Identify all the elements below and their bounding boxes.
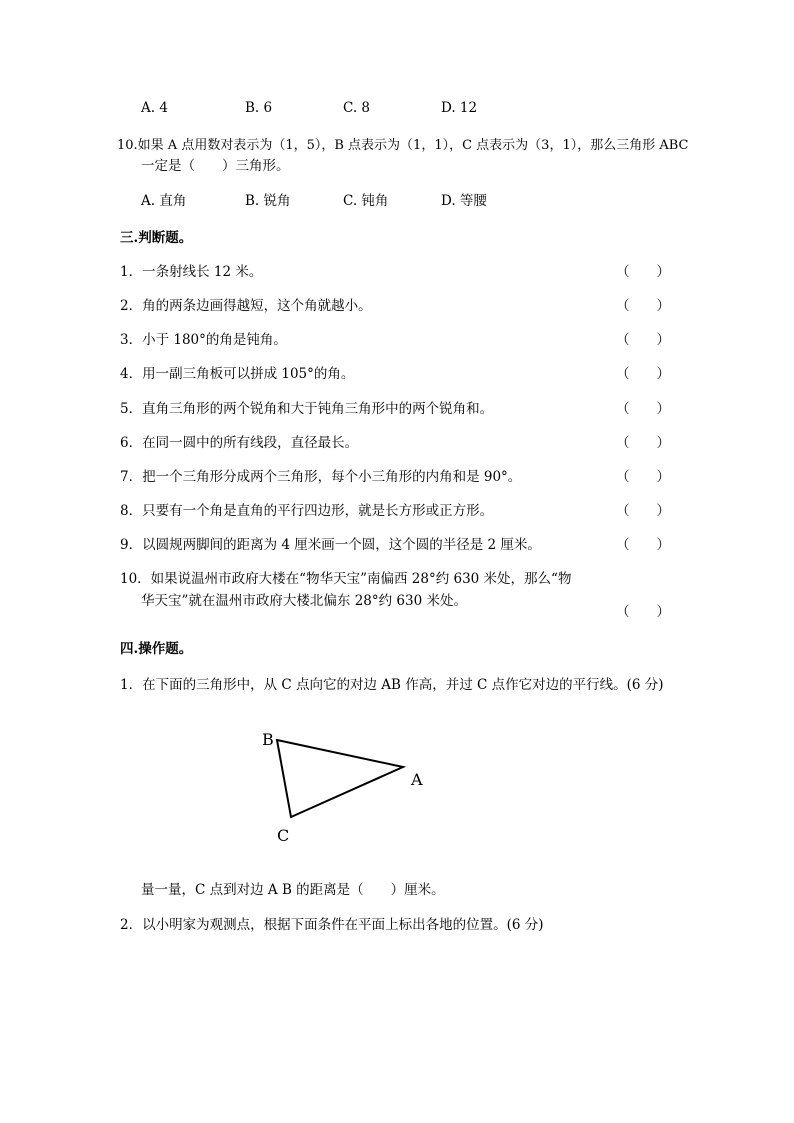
section-judgement-title: 三.判断题。 [120, 230, 193, 246]
triangle-vertex-b-label: B [262, 730, 274, 749]
q9-option-a: A. 4 [141, 100, 168, 116]
q10-option-c: C. 钝角 [343, 193, 389, 209]
judgement-item-10-line1: 10．如果说温州市政府大楼在“物华天宝”南偏西 28°约 630 米处，那么“物 [120, 571, 572, 587]
judgement-item-2: 2．角的两条边画得越短，这个角就越小。 [120, 298, 372, 314]
judgement-answer-blank-6[interactable]: （ ） [616, 435, 670, 451]
judgement-answer-blank-8[interactable]: （ ） [616, 503, 670, 519]
operation-q1-text: 1．在下面的三角形中，从 C 点向它的对边 AB 作高，并过 C 点作它对边的平行线。(6 分) [120, 677, 664, 693]
judgement-item-9: 9．以圆规两脚间的距离为 4 厘米画一个圆，这个圆的半径是 2 厘米。 [120, 537, 541, 553]
q10-line2: 一定是（ ）三角形。 [141, 158, 290, 174]
judgement-answer-blank-2[interactable]: （ ） [616, 298, 670, 314]
triangle-abc-shape [277, 740, 403, 817]
judgement-answer-blank-3[interactable]: （ ） [616, 332, 670, 348]
section-operation-title: 四.操作题。 [120, 641, 193, 657]
q10-option-b: B. 锐角 [245, 193, 291, 209]
operation-q1-measure: 量一量，C 点到对边 A B 的距离是（ ）厘米。 [141, 882, 445, 898]
q10-option-d: D. 等腰 [441, 193, 487, 209]
judgement-item-10-line2: 华天宝”就在温州市政府大楼北偏东 28°约 630 米处。 [141, 593, 467, 609]
triangle-vertex-c-label: C [277, 826, 290, 845]
judgement-answer-blank-1[interactable]: （ ） [616, 264, 670, 280]
q9-option-b: B. 6 [245, 100, 273, 116]
judgement-item-3: 3．小于 180°的角是钝角。 [120, 332, 287, 348]
triangle-vertex-a-label: A [411, 770, 423, 789]
operation-q2-text: 2．以小明家为观测点，根据下面条件在平面上标出各地的位置。(6 分) [120, 917, 544, 933]
q9-option-d: D. 12 [441, 100, 478, 116]
judgement-answer-blank-10[interactable]: （ ） [616, 604, 670, 620]
q10-option-a: A. 直角 [141, 193, 187, 209]
q10-line1: 10.如果 A 点用数对表示为（1，5），B 点表示为（1，1），C 点表示为（3，1），那么三角形 ABC [117, 138, 689, 153]
judgement-answer-blank-4[interactable]: （ ） [616, 366, 670, 382]
q9-option-c: C. 8 [343, 100, 371, 116]
judgement-item-6: 6．在同一圆中的所有线段，直径最长。 [120, 435, 359, 451]
judgement-item-4: 4．用一副三角板可以拼成 105°的角。 [120, 366, 355, 382]
judgement-item-1: 1．一条射线长 12 米。 [120, 264, 263, 280]
judgement-answer-blank-9[interactable]: （ ） [616, 537, 670, 553]
judgement-answer-blank-7[interactable]: （ ） [616, 469, 670, 485]
judgement-item-7: 7．把一个三角形分成两个三角形，每个小三角形的内角和是 90°。 [120, 469, 522, 485]
judgement-answer-blank-5[interactable]: （ ） [616, 401, 670, 417]
judgement-item-8: 8．只要有一个角是直角的平行四边形，就是长方形或正方形。 [120, 503, 494, 519]
judgement-item-5: 5．直角三角形的两个锐角和大于钝角三角形中的两个锐角和。 [120, 401, 494, 417]
